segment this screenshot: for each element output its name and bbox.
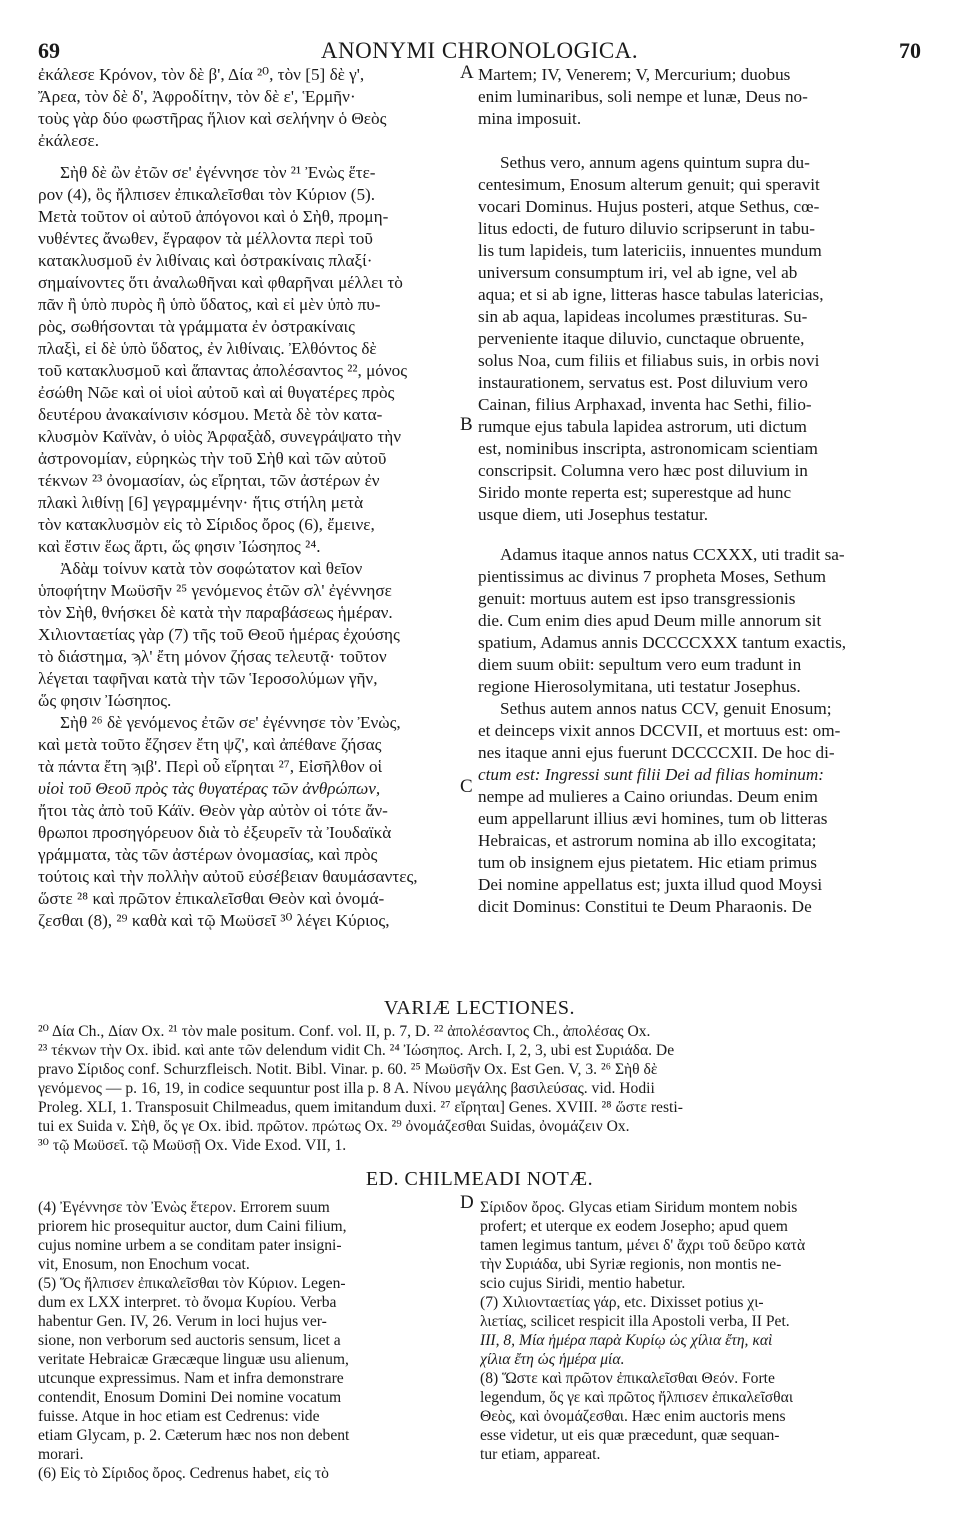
latin-line: instaurationem, servatus est. Post diluvium vero [478,373,808,392]
greek-line: ζεσθαι (8), ²⁹ καθὰ καὶ τῷ Μωϋσεῖ ³⁰ λέγει Κύριος, [38,911,390,930]
latin-line: universum consumptum iri, vel ab igne, vel ab [478,263,798,282]
greek-line: τούτοις καὶ τὴν πολλὴν αὐτοῦ εὐσέβειαν θαυμάσαντες, [38,867,418,886]
latin-line: eum appellarunt illius ævi homines, tum ob litteras [478,809,828,828]
latin-text-column [478,64,923,918]
note-line: λιετίας, scilicet respicit illa Apostoli verba, II Pet. [480,1313,790,1330]
greek-line: ἀστρονομίαν, εὑρηκὼς τὴν τοῦ Σὴθ καὶ τῶν αὐτοῦ [38,449,387,468]
greek-line: γράμματα, τὰς τῶν ἀστέρων ὀνομασίας, καὶ πρὸς [38,845,378,864]
variant-reading-line: Proleg. XLI, 1. Transposuit Chilmeadus, quem imitandum duxi. ²⁷ εἴρηται] Genes. XVIII. ²⁸ ὥστε resti- [38,1099,683,1116]
latin-line: Adamus itaque annos natus CCXXX, uti tradit sa- [500,545,845,564]
greek-line: νυθέντες ἄνωθεν, ἔγραφον τὰ μέλλοντα περὶ τοῦ [38,229,373,248]
greek-line: καὶ μετὰ τοῦτο ἔζησεν ἔτη ψζ', καὶ ἀπέθανε ζήσας [38,735,382,754]
latin-line: aqua; et si ab igne, litteras hasce tabulas latericias, [478,285,824,304]
greek-line: δευτέρου ἀνακαίνισιν κόσμου. Μετὰ δὲ τὸν κατα- [38,405,383,424]
greek-line: ἐκάλεσε Κρόνον, τὸν δὲ β', Δία ²⁰, τὸν [5] δὲ γ', [38,65,365,84]
note-line: fuisse. Atque in hoc etiam est Cedrenus: vide [38,1408,320,1425]
latin-line: nes itaque anni ejus fuerunt DCCCCXII. De hoc di- [478,743,835,762]
greek-line: λέγεται ταφῆναι κατὰ τὴν τῶν Ἱεροσολύμων γῆν, [38,669,378,688]
greek-line: ἐκάλεσε. [38,131,100,150]
note-line: τὴν Συριάδα, ubi Syriæ regionis, non montis ne- [480,1256,782,1273]
latin-line: enim luminaribus, soli nempe et lunæ, Deus no- [478,87,808,106]
variant-reading-line: tui ex Suida v. Σὴθ, ὅς γε Ox. ibid. πρῶτον. πρώτως Ox. ²⁹ ὀνομάζεσθαι Suidas, ὀνομάζειν Ox. [38,1118,630,1135]
greek-line: Σὴθ δὲ ὢν ἐτῶν σε' ἐγέννησε τὸν ²¹ Ἐνὼς ἕτε- [60,163,376,182]
note-line: scio cujus Siridi, mentio habetur. [480,1275,686,1292]
greek-line: τὰ πάντα ἔτη ϡιβ'. Περὶ οὗ εἴρηται ²⁷, Εἰσῆλθον οἱ [38,757,383,776]
latin-line: litus edocti, de futuro diluvio scripserunt in tabu- [478,219,816,238]
latin-line: rumque ejus tabula lapidea astrorum, uti dictum [478,417,807,436]
latin-line: solus Noa, cum filiis et filiabus suis, in orbis novi [478,351,820,370]
latin-line: est, nominibus inscripta, astronomicam scientiam [478,439,818,458]
note-line: sione, non verborum sed auctoris sensum, licet a [38,1332,341,1349]
greek-line: ὥς φησιν Ἰώσηπος. [38,691,172,710]
variant-reading-line: ²⁰ Δία Ch., Δίαν Ox. ²¹ τὸν male positum. Conf. vol. II, p. 7, D. ²² ἀπολέσαντος Ch., ἀπολέσας Ox. [38,1023,651,1040]
note-line: (8) Ὥστε καὶ πρῶτον ἐπικαλεῖσθαι Θεόν. Forte [480,1370,775,1387]
greek-line: ἐσώθη Νῶε καὶ οἱ υἱοὶ αὐτοῦ καὶ αἱ θυγατέρες πρὸς [38,383,395,402]
latin-line: Dei nomine appellatus est; juxta illud quod Moysi [478,875,823,894]
variae-lectiones-heading: VARIÆ LECTIONES. [384,997,575,1019]
greek-line: θρωποι προσηγόρευον διὰ τὸ ἐξευρεῖν τὰ Ἰουδαϊκὰ [38,823,392,842]
latin-line: pientissimus ac divinus 7 propheta Moses, Sethum [478,567,827,586]
greek-line: τοῦ κατακλυσμοῦ καὶ ἅπαντας ἀπολέσαντος ²², μόνος [38,361,408,380]
margin-marker-a: A [460,62,474,83]
latin-line: Sethus vero, annum agens quintum supra du- [500,153,810,172]
latin-line: Hebraicas, et astrorum nomina ab illo excogitata; [478,831,817,850]
greek-line: τὸ διάστημα, ϡλ' ἔτη μόνον ζήσας τελευτᾷ· τοῦτον [38,647,387,666]
latin-line: diem suum obiit: sepultum vero eum tradunt in [478,655,802,674]
variant-reading-line: pravo Σίριδος conf. Schurzfleisch. Notit. Bibl. Vinar. p. 60. ²⁵ Μωϋσῆν Ox. Est Gen. V, 3. ²⁶ Σὴθ δὲ [38,1061,658,1078]
latin-line: regione Hierosolymitana, uti testatur Josephus. [478,677,801,696]
latin-line: perveniente itaque diluvio, cunctaque obruente, [478,329,805,348]
note-line: (7) Χιλιονταετίας γάρ, etc. Dixisset potius χι- [480,1294,764,1311]
note-line: habentur Gen. IV, 26. Verum in loci hujus ver- [38,1313,327,1330]
margin-marker-b: B [460,414,473,435]
note-line: Σίριδον ὄρος. Glycas etiam Siridum montem nobis [480,1199,798,1216]
running-title: ANONYMI CHRONOLOGICA. [320,38,639,63]
note-line: utcunque expressimus. Nam et infra demonstrare [38,1370,344,1387]
chilmeadi-notae-heading: ED. CHILMEADI NOTÆ. [365,1168,594,1190]
note-line: tamen legimus tantum, μένει δ' ἄχρι τοῦ δεῦρο κατὰ [480,1237,806,1254]
variant-reading-line: ³⁰ τῷ Μωϋσεῖ. τῷ Μωϋσῇ Ox. Vide Exod. VII, 1. [38,1137,347,1154]
greek-line: πᾶν ἢ ὑπὸ πυρὸς ἢ ὑπὸ ὕδατος, καὶ εἰ μὲν ὑπὸ πυ- [38,295,381,314]
note-line: etiam Glycam, p. 2. Cæterum hæc nos non debent [38,1427,350,1444]
variant-reading-line: ²³ τέκνων τὴν Ox. ibid. καὶ ante τῶν delendum vidit Ch. ²⁴ Ἰώσηπος. Arch. I, 2, 3, ubi est Συριάδα. De [38,1042,675,1059]
latin-line: Martem; IV, Venerem; V, Mercurium; duobus [478,65,791,84]
variant-reading-line: γενόμενος — p. 16, 19, in codice sequuntur post illa p. 8 A. Νίνου μεγάλης βασιλεύσας. vid. Hodii [38,1080,655,1097]
latin-line: genuit: mortuus autem est ipso transgressionis [478,589,796,608]
latin-line: centesimum, Enosum alterum genuit; qui speravit [478,175,820,194]
greek-line: Ἀδὰμ τοίνυν κατὰ τὸν σοφώτατον καὶ θεῖον [60,559,363,578]
latin-line: die. Cum enim dies apud Deum mille annorum sit [478,611,822,630]
greek-line: Χιλιονταετίας γὰρ (7) τῆς τοῦ Θεοῦ ἡμέρας ἐχούσης [38,625,400,644]
notes-right-column [480,1198,923,1464]
notes-left-column [38,1198,468,1483]
note-line: χίλια ἔτη ὡς ἡμέρα μία. [480,1351,625,1368]
running-header [38,38,921,66]
greek-line: πλακὶ λιθίνῃ [6] γεγραμμένην· ἥτις στήλη μετὰ [38,493,364,512]
greek-line: καὶ ἔστιν ἕως ἄρτι, ὥς φησιν Ἰώσηπος ²⁴. [38,537,321,556]
greek-line: ρον (4), ὃς ἤλπισεν ἐπικαλεῖσθαι τὸν Κύριον (5). [38,185,376,204]
note-line: legendum, ὅς γε καὶ πρῶτος ἤλπισεν ἐπικαλεῖσθαι [480,1389,794,1406]
greek-line: ἤτοι τὰς ἀπὸ τοῦ Κάϊν. Θεὸν γὰρ αὐτὸν οἱ τότε ἄν- [38,801,388,820]
note-line: (4) Ἐγέννησε τὸν Ἐνὼς ἕτερον. Errorem suum [38,1199,330,1216]
latin-line: et deinceps vixit annos DCCVII, et mortuus est: om- [478,721,841,740]
greek-line: πλαξὶ, εἰ δὲ ὑπὸ ὕδατος, ἐν λιθίναις. Ἐλθόντος δὲ [38,339,377,358]
note-line: vit, Enosum, non Enochum vocat. [38,1256,250,1273]
note-line: morari. [38,1446,84,1463]
note-line: tur etiam, appareat. [480,1446,601,1463]
margin-marker-d: D [460,1192,474,1213]
greek-line: κατακλυσμοῦ ἐν λιθίναις καὶ ὀστρακίναις πλαξί· [38,251,373,270]
variae-lectiones-block [38,1022,921,1155]
greek-line: Ἄρεα, τὸν δὲ δ', Ἀφροδίτην, τὸν δὲ ε', Ἑρμῆν· [38,87,356,106]
latin-line: nempe ad mulieres a Caino oriundas. Deum enim [478,787,818,806]
latin-line: lis tum lapideis, tum latericiis, innuentes mundum [478,241,822,260]
greek-line: τὸν Σὴθ, θνήσκει δὲ κατὰ τὴν παραβάσεως ἡμέραν. [38,603,393,622]
note-line: (6) Εἰς τὸ Σίριδος ὄρος. Cedrenus habet, εἰς τὸ [38,1465,329,1482]
latin-line: Sethus autem annos natus CCV, genuit Enosum; [500,699,832,718]
greek-text-column [38,64,458,932]
latin-line: dicit Dominus: Constitui te Deum Pharaonis. De [478,897,812,916]
greek-line: Μετὰ τοῦτον οἱ αὐτοῦ ἀπόγονοι καὶ ὁ Σὴθ, προμη- [38,207,389,226]
greek-line: ὥστε ²⁸ καὶ πρῶτον ἐπικαλεῖσθαι Θεὸν καὶ ὀνομά- [38,889,385,908]
latin-line: spatium, Adamus annis DCCCCXXX tantum exactis, [478,633,847,652]
latin-line: Sirido monte reperta est; superestque ad hunc [478,483,792,502]
greek-line: ρὸς, σωθήσονται τὰ γράμματα ἐν ὀστρακίναις [38,317,355,336]
note-line: (5) Ὅς ἤλπισεν ἐπικαλεῖσθαι τὸν Κύριον. Legen- [38,1275,346,1292]
latin-line: mina imposuit. [478,109,582,128]
note-line: contendit, Enosum Domini Dei nomine vocatum [38,1389,342,1406]
greek-line: σημαίνοντες ὅτι ἀναλωθῆναι καὶ φθαρῆναι μέλλει τὸ [38,273,403,292]
greek-line: υἱοὶ τοῦ Θεοῦ πρὸς τὰς θυγατέρας τῶν ἀνθρώπων, [38,779,381,798]
note-line: III, 8, Μία ἡμέρα παρὰ Κυρίῳ ὡς χίλια ἔτη, καὶ [480,1332,773,1349]
page-number-left: 69 [38,38,60,63]
latin-line: ctum est: Ingressi sunt filii Dei ad filias hominum: [478,765,824,784]
greek-line: ὑποφήτην Μωϋσῆν ²⁵ γενόμενος ἐτῶν σλ' ἐγέννησε [38,581,392,600]
note-line: priorem hic prosequitur auctor, dum Caini filium, [38,1218,347,1235]
latin-line: vocari Dominus. Hujus posteri, atque Sethus, cœ- [478,197,820,216]
greek-line: Σὴθ ²⁶ δὲ γενόμενος ἐτῶν σε' ἐγέννησε τὸν Ἐνὼς, [60,713,401,732]
latin-line: conscripsit. Columna vero hæc post diluvium in [478,461,808,480]
latin-line: sin ab aqua, lapideas incolumes præstituras. Su- [478,307,808,326]
greek-line: τὸν κατακλυσμὸν εἰς τὸ Σίριδος ὄρος (6), ἔμεινε, [38,515,375,534]
page-number-right: 70 [899,38,921,63]
note-line: cujus nomine urbem a se conditam pater insigni- [38,1237,342,1254]
note-line: dum ex LXX interpret. τὸ ὄνομα Κυρίου. Verba [38,1294,337,1311]
latin-line: usque diem, uti Josephus testatur. [478,505,709,524]
note-line: Θεὸς, καὶ ὀνομάζεσθαι. Hæc enim auctoris mens [480,1408,786,1425]
latin-line: tum ob insignem ejus pietatem. Hic etiam primus [478,853,817,872]
note-line: profert; et uterque ex eodem Josepho; apud quem [480,1218,788,1235]
greek-line: τοὺς γὰρ δύο φωστῆρας ἥλιον καὶ σελήνην ὁ Θεὸς [38,109,387,128]
greek-line: κλυσμὸν Καϊνὰν, ὁ υἱὸς Ἀρφαξὰδ, συνεγράψατο τὴν [38,427,402,446]
note-line: esse videtur, ut eis quæ præcedunt, quæ sequan- [480,1427,780,1444]
latin-line: Cainan, filius Arphaxad, inventa hac Sethi, filio- [478,395,812,414]
margin-marker-c: C [460,776,473,797]
note-line: veritate Hebraicæ Græcæque linguæ usu alienum, [38,1351,349,1368]
greek-line: τέκνων ²³ ὀνομασίαν, ὡς εἴρηται, τῶν ἀστέρων ἐν [38,471,380,490]
